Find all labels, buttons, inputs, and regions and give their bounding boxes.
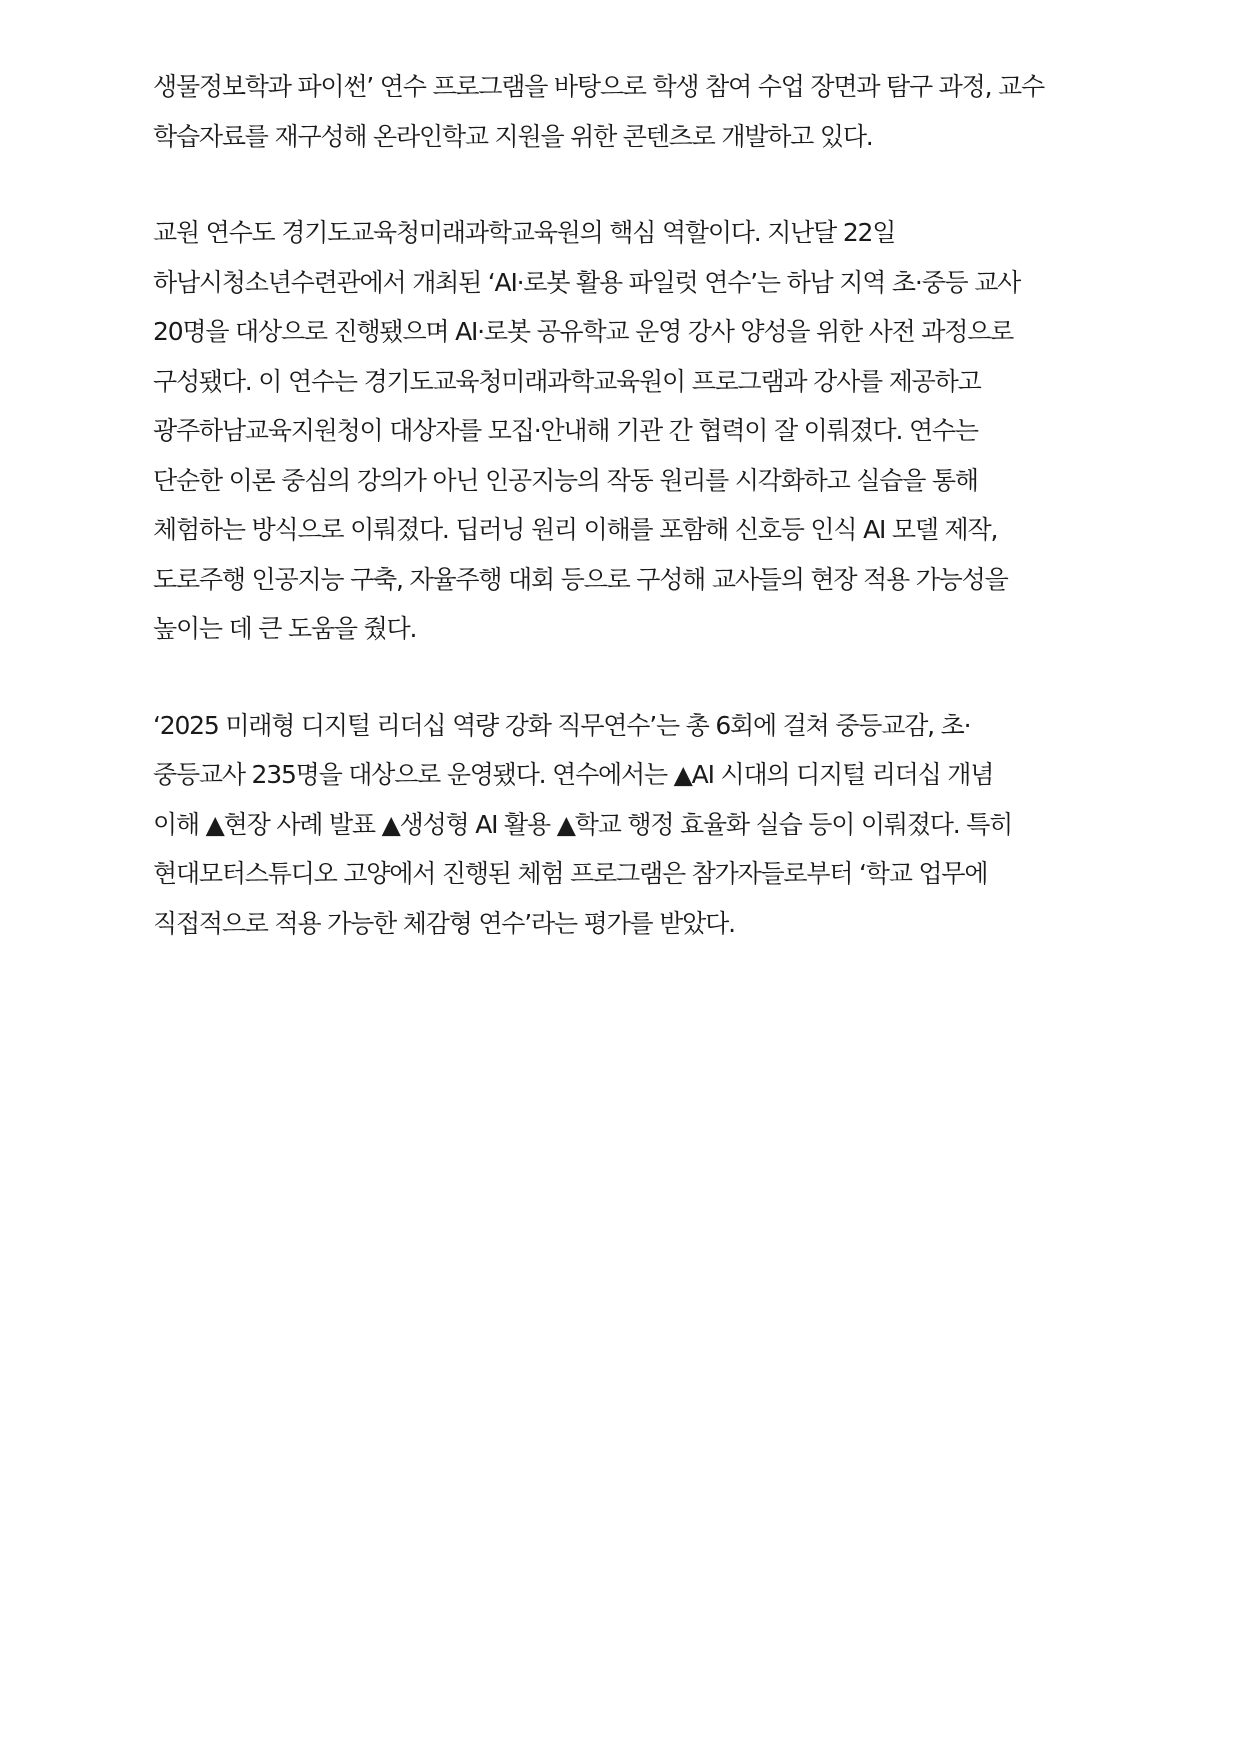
text-line: 도로주행 인공지능 구축, 자율주행 대회 등으로 구성해 교사들의 현장 적용 가능성을 [153,564,1008,594]
text-line: 광주하남교육지원청이 대상자를 모집·안내해 기관 간 협력이 잘 이뤄졌다. 연수는 [153,416,978,445]
text-line: 체험하는 방식으로 이뤄졌다. 딥러닝 원리 이해를 포함해 신호등 인식 AI 모델 제작, [153,515,998,544]
text-line: 중등교사 235명을 대상으로 운영됐다. 연수에서는 ▲AI 시대의 디지털 리더십 개념 [153,760,994,789]
paragraph-1 [153,62,1093,161]
text-line: ‘2025 미래형 디지털 리더십 역량 강화 직무연수’는 총 6회에 걸쳐 중등교감, 초· [153,710,971,740]
text-line: 직접적으로 적용 가능한 체감형 연수’라는 평가를 받았다. [153,908,735,938]
text-line: 높이는 데 큰 도움을 줬다. [153,614,417,643]
paragraph-2 [153,208,1093,654]
text-line: 단순한 이론 중심의 강의가 아닌 인공지능의 작동 원리를 시각화하고 실습을 통해 [153,465,978,495]
article-body [153,62,1093,995]
text-line: 이해 ▲현장 사례 발표 ▲생성형 AI 활용 ▲학교 행정 효율화 실습 등이 이뤄졌다. 특히 [153,809,1013,839]
paragraph-3 [153,701,1093,949]
text-line: 하남시청소년수련관에서 개최된 ‘AI·로봇 활용 파일럿 연수’는 하남 지역 초·중등 교사 [153,267,1021,297]
text-line: 생물정보학과 파이썬’ 연수 프로그램을 바탕으로 학생 참여 수업 장면과 탐구 과정, 교수 [153,72,1044,101]
text-line: 구성됐다. 이 연수는 경기도교육청미래과학교육원이 프로그램과 강사를 제공하고 [153,366,981,396]
text-line: 학습자료를 재구성해 온라인학교 지원을 위한 콘텐츠로 개발하고 있다. [153,121,873,151]
text-line: 현대모터스튜디오 고양에서 진행된 체험 프로그램은 참가자들로부터 ‘학교 업무에 [153,859,988,888]
text-line: 교원 연수도 경기도교육청미래과학교육원의 핵심 역할이다. 지난달 22일 [153,218,896,247]
text-line: 20명을 대상으로 진행됐으며 AI·로봇 공유학교 운영 강사 양성을 위한 사전 과정으로 [153,317,1014,346]
